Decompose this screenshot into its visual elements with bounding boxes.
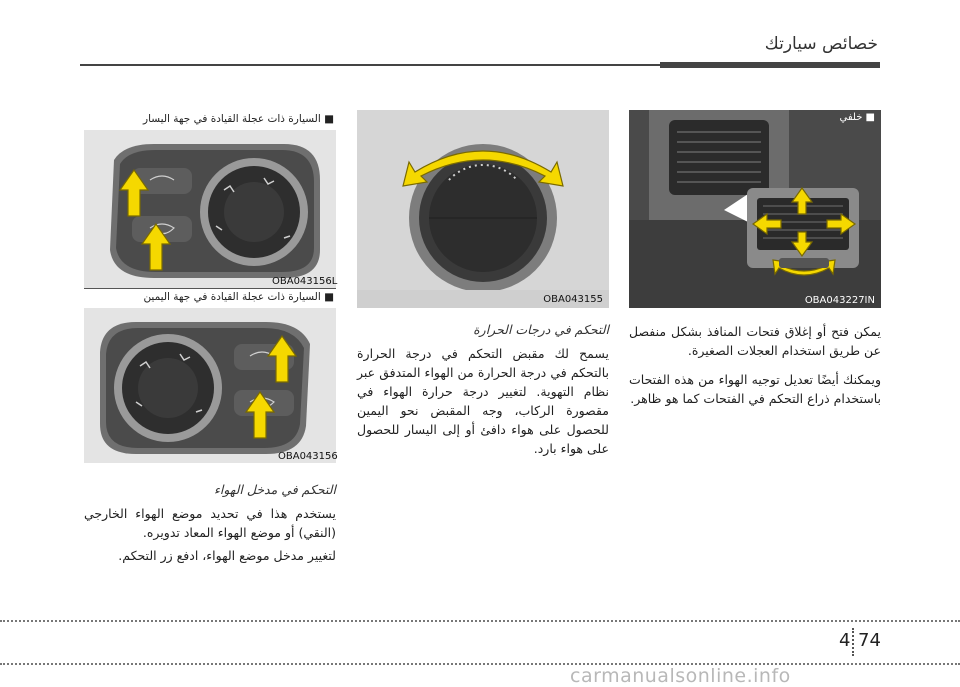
temperature-control-heading: التحكم في درجات الحرارة bbox=[473, 322, 609, 337]
watermark-text: carmanualsonline.info bbox=[570, 665, 791, 687]
rhd-caption: ■ السيارة ذات عجلة القيادة في جهة اليمين bbox=[143, 291, 334, 303]
vents-top-label: ■ خلفي bbox=[839, 112, 875, 123]
temperature-knob-illustration bbox=[357, 110, 609, 308]
air-intake-heading: التحكم في مدخل الهواء bbox=[214, 482, 336, 497]
air-intake-paragraph-2: لتغيير مدخل موضع الهواء، ادفع زر التحكم. bbox=[118, 548, 336, 563]
lhd-rhd-divider bbox=[84, 288, 336, 289]
air-intake-paragraph-1: يستخدم هذا في تحديد موضع الهواء الخارجي (النقي) أو موضع الهواء المعاد تدويره. bbox=[84, 506, 336, 540]
vents-paragraph-2: ويمكنك أيضًا تعديل توجيه الهواء من هذه الفتحات باستخدام ذراع التحكم في الفتحات كما هو ظاهر. bbox=[629, 372, 881, 406]
photo-temperature-knob bbox=[357, 110, 609, 308]
header-rule-accent bbox=[660, 62, 880, 68]
chapter-number: 4 bbox=[839, 630, 851, 651]
page-number: 74 bbox=[858, 630, 881, 651]
page-number-separator bbox=[852, 628, 854, 656]
temperature-control-paragraph: يسمح لك مقبض التحكم في درجة الحرارة بالتحكم في درجة الحرارة من الهواء المتدفق عبر نظام التهوية. لتغيير درجة حرارة الهواء في مقصورة الركاب، وجه المقبض نحو اليمين للحصول على هواء دافئ أو إلى اليسار للحصول على هواء بارد. bbox=[357, 346, 609, 456]
lhd-controls-illustration bbox=[84, 130, 336, 288]
footer-rule-top bbox=[0, 620, 960, 622]
vents-paragraph-1: يمكن فتح أو إغلاق فتحات المنافذ بشكل منفصل عن طريق استخدام العجلات الصغيرة. bbox=[629, 324, 881, 358]
photo-lhd-controls bbox=[84, 130, 336, 288]
rear-vents-illustration bbox=[629, 110, 881, 308]
lhd-photo-code: OBA043156L bbox=[272, 276, 338, 287]
vents-photo-code: OBA043227IN bbox=[804, 295, 875, 306]
lhd-caption: ■ السيارة ذات عجلة القيادة في جهة اليسار bbox=[143, 113, 334, 125]
photo-rhd-controls bbox=[84, 308, 336, 463]
photo-rear-vents bbox=[629, 110, 881, 308]
footer-rule-bottom bbox=[0, 663, 960, 665]
rhd-controls-illustration bbox=[84, 308, 336, 463]
rhd-photo-code: OBA043156 bbox=[278, 451, 338, 462]
page-header-title: خصائص سيارتك bbox=[764, 34, 878, 54]
temp-knob-photo-code: OBA043155 bbox=[543, 294, 603, 305]
